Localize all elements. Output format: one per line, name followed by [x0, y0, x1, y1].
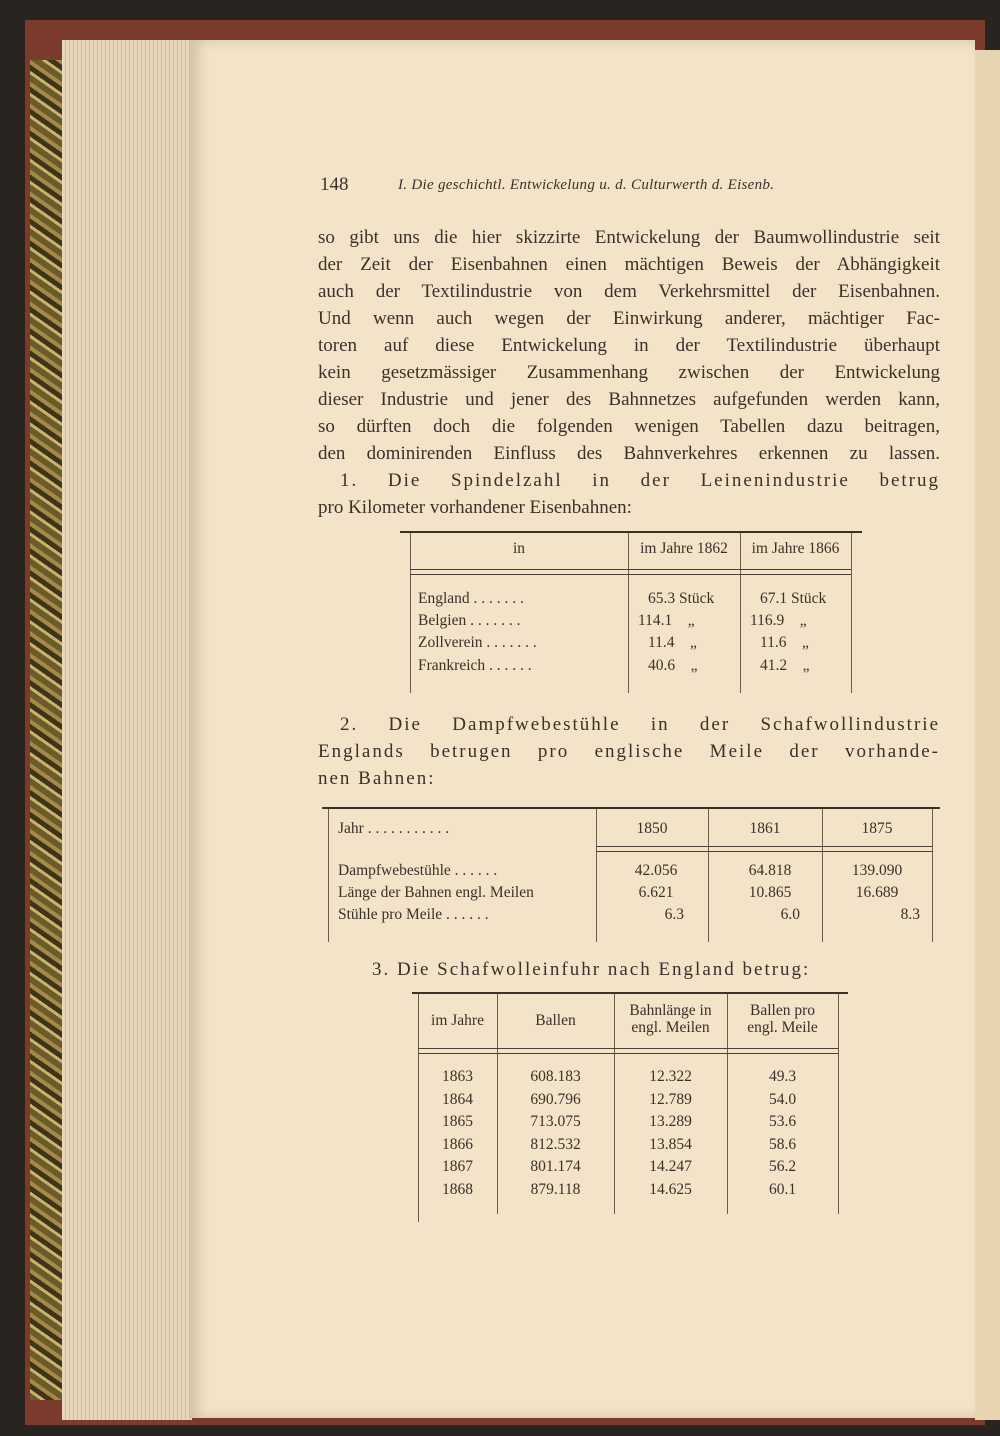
section-2-heading: 2. Die Dampfwebestühle in der Schafwollindustrie [340, 714, 940, 735]
table-cell: 56.2 [768, 1158, 797, 1175]
table-cell: 49.3 [768, 1068, 797, 1085]
table-cell: 13.854 [649, 1135, 692, 1153]
section-1-heading-cont: pro Kilometer vorhandener Eisenbahnen: [318, 497, 632, 518]
text-line: den dominirenden Einfluss des Bahnverkehres erkennen zu lassen. [318, 443, 940, 464]
table-cell: 812.532 [530, 1135, 581, 1153]
table-cell: 14.625 [649, 1180, 692, 1198]
table-cell: 1867 [442, 1158, 473, 1175]
table-header: 1861 [749, 820, 781, 837]
table-cell: 12.789 [649, 1090, 692, 1108]
table-cell: 60.1 [768, 1180, 797, 1198]
section-1-heading: 1. Die Spindelzahl in der Leinenindustrie betrug [340, 470, 940, 491]
table-header: in [512, 540, 526, 557]
table-header: im Jahre [431, 1012, 484, 1029]
table-cell: 1868 [442, 1180, 473, 1198]
text-line: der Zeit der Eisenbahnen einen mächtigen Beweis der Abhängigkeit [318, 254, 940, 275]
table-header: im Jahre 1862 [640, 540, 728, 557]
table-header: Jahr . . . . . . . . . . . [338, 820, 450, 837]
table-header: Ballen [535, 1012, 576, 1029]
text-line: kein gesetzmässiger Zusammenhang zwischen der Entwickelung [318, 362, 940, 383]
table-cell: 12.322 [649, 1068, 692, 1085]
text-line: Und wenn auch wegen der Einwirkung anderer, mächtiger Fac- [318, 308, 940, 329]
facing-page-edge [975, 50, 1000, 1420]
table-header: 1875 [861, 820, 893, 837]
section-3-heading: 3. Die Schafwolleinfuhr nach England betrug: [372, 959, 811, 980]
text-line: so gibt uns die hier skizzirte Entwickelung der Baumwollindustrie seit [318, 227, 940, 248]
table-cell: 801.174 [530, 1158, 581, 1175]
text-line: auch der Textilindustrie von dem Verkehrsmittel der Eisenbahnen. [318, 281, 940, 302]
section-2-heading-cont: nen Bahnen: [318, 768, 436, 789]
text-line: toren auf diese Entwickelung in der Textilindustrie überhaupt [318, 335, 940, 356]
table-header: 1850 [636, 820, 668, 837]
page-number: 148 [320, 174, 349, 195]
table-header: Bahnlänge in engl. Meilen [629, 1002, 712, 1036]
table-header: Ballen pro engl. Meile [747, 1002, 818, 1036]
table-cell: 14.247 [649, 1158, 692, 1175]
page-edges [62, 40, 192, 1420]
table-cell: 1863 [442, 1068, 473, 1085]
table-cell: 1866 [442, 1135, 473, 1153]
table-cell: 53.6 [768, 1113, 797, 1130]
text-line: dieser Industrie und jener des Bahnnetzes aufgefunden werden kann, [318, 389, 940, 410]
table-cell: 54.0 [768, 1090, 797, 1108]
text-line: so dürften doch die folgenden wenigen Tabellen dazu beitragen, [318, 416, 940, 437]
running-head: I. Die geschichtl. Entwickelung u. d. Culturwerth d. Eisenb. [398, 177, 775, 193]
table-header: im Jahre 1866 [751, 540, 840, 557]
table-cell: 1864 [442, 1090, 473, 1108]
table-cell: 1865 [442, 1113, 473, 1130]
section-2-heading-cont: Englands betrugen pro englische Meile der vorhande- [318, 741, 940, 762]
table-cell: 58.6 [768, 1135, 797, 1153]
table-cell: 13.289 [649, 1113, 692, 1130]
marbled-endpaper [30, 60, 62, 1400]
table-cell: 879.118 [530, 1180, 581, 1198]
table-cell: 690.796 [530, 1090, 581, 1108]
table-cell: 608.183 [530, 1068, 581, 1085]
table-cell: 713.075 [530, 1113, 581, 1130]
